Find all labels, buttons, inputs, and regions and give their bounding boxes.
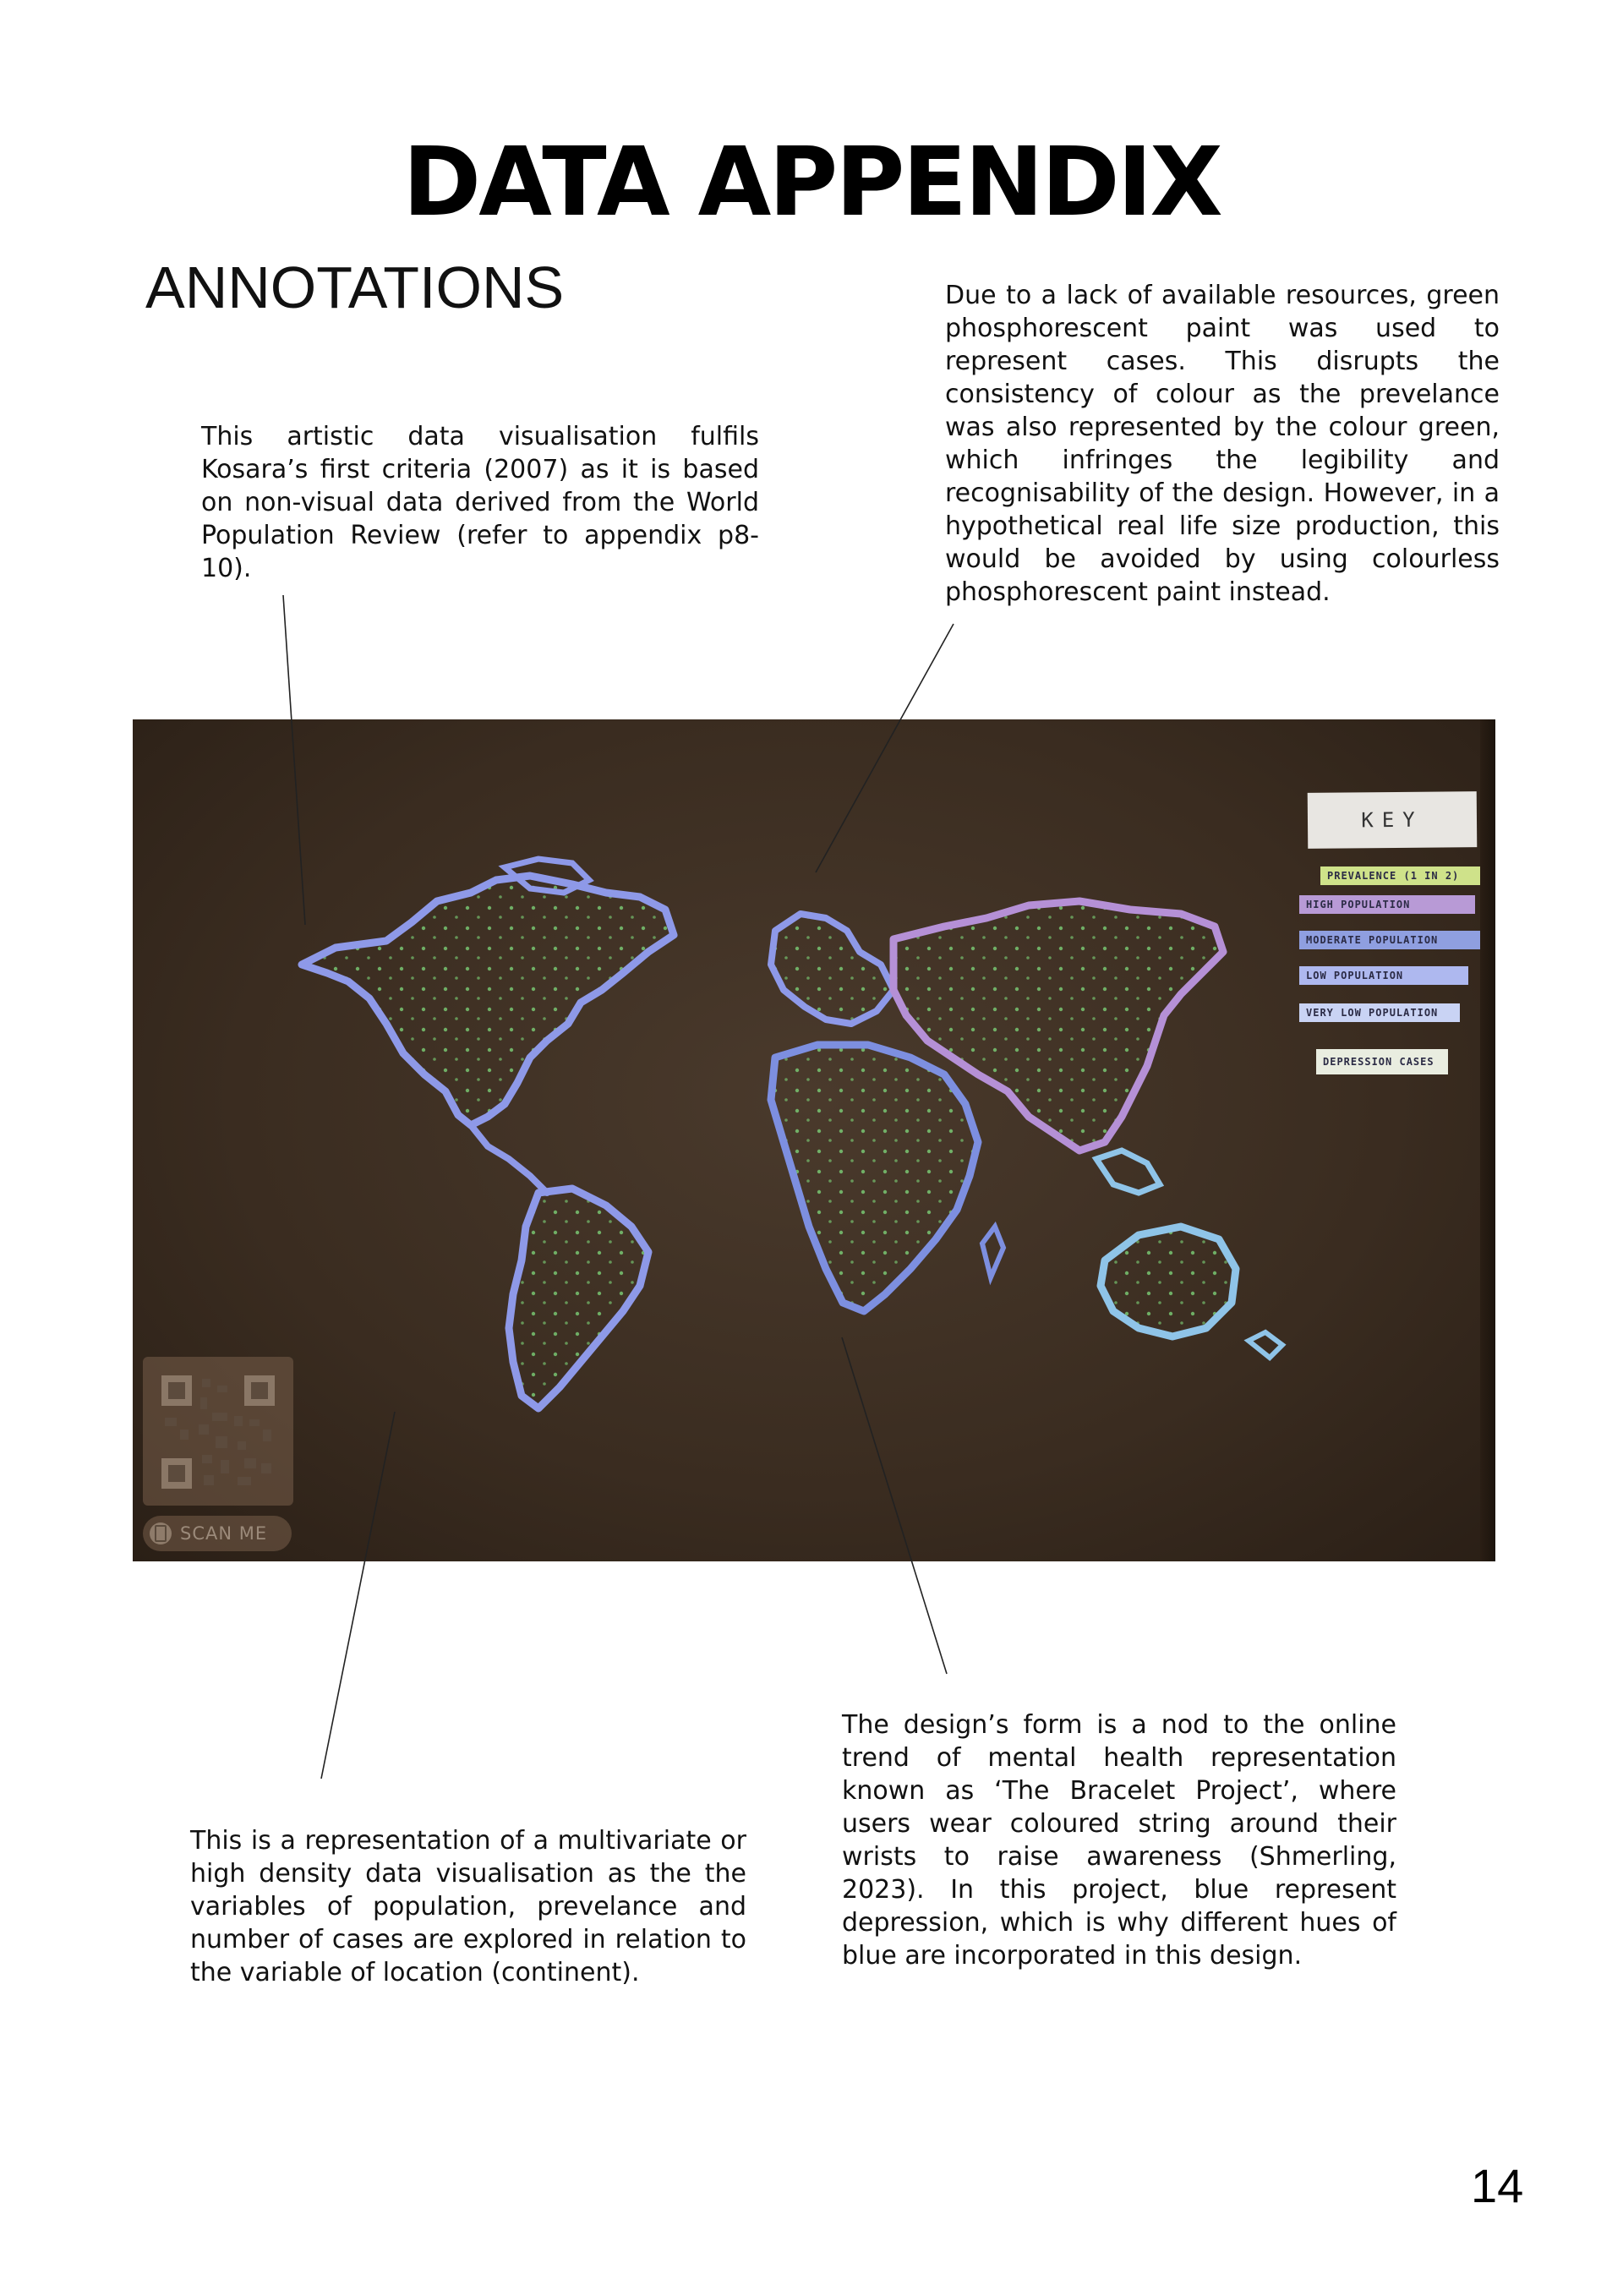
leader-line-top-right: [816, 624, 954, 872]
key-item-prevalence: PREVALENCE (1 IN 2): [1320, 866, 1488, 885]
page-number: 14: [1471, 2159, 1524, 2212]
key-item-high-population: HIGH POPULATION: [1299, 895, 1475, 914]
key-item-low-population: LOW POPULATION: [1299, 966, 1468, 985]
key-title-card: KEY: [1308, 791, 1478, 849]
leader-line-bottom-left: [321, 1412, 395, 1779]
page-title: DATA APPENDIX: [402, 128, 1221, 238]
key-item-depression-cases: DEPRESSION CASES: [1316, 1049, 1448, 1074]
key-item-moderate-population: MODERATE POPULATION: [1299, 931, 1485, 949]
scan-me-label: SCAN ME: [180, 1523, 268, 1544]
annotation-top-left: This artistic data visualisation fulfils Kosara’s first criteria (2007) as it is based on non-visual data derived from the World Population Review (refer to appendix p8-10).: [201, 422, 759, 583]
annotation-bottom-left: This is a representation of a multivariate or high density data visualisation as the the variables of population, prevelance and number of cases are explored in relation to the variable of location (continent).: [190, 1826, 746, 1987]
annotation-top-right: Due to a lack of available resources, green phosphorescent paint was used to represent cases. This disrupts the consistency of colour as the prevelance was also represented by the colour green, which infringes the legibility and recognisability of the design. However, in a hypothetical real life size production, this would be avoided by using colourless phosphorescent paint instead.: [945, 281, 1500, 607]
leader-line-bottom-right: [842, 1337, 947, 1674]
leader-line-top-left: [283, 595, 305, 925]
key-item-very-low-population: VERY LOW POPULATION: [1299, 1003, 1460, 1022]
annotation-bottom-right: The design’s form is a nod to the online trend of mental health representation known as ‘The Bracelet Project’, where users wear coloured string around their wrists to raise awareness (Shmerling, 2023). In this project, blue represent depression, which is why different hues of blue are incorporated in this design.: [842, 1710, 1396, 1971]
section-subtitle: ANNOTATIONS: [145, 254, 565, 320]
